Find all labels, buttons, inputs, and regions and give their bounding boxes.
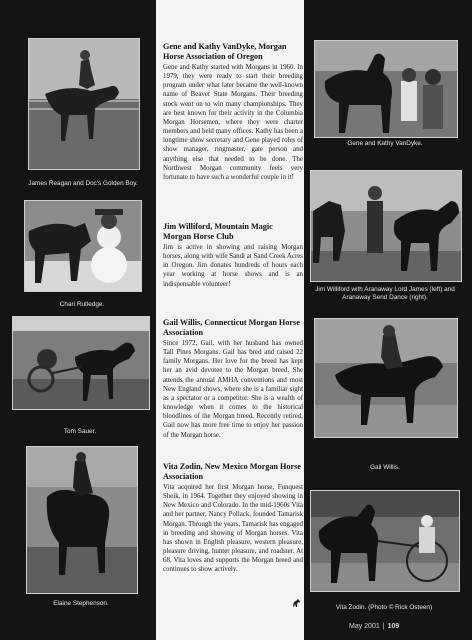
page-number: 109	[387, 623, 400, 630]
article-willis	[163, 318, 303, 440]
photo-rutledge	[24, 200, 142, 292]
article-heading: Gene and Kathy VanDyke, Morgan Horse Association of Oregon	[163, 42, 287, 61]
caption-vandyke: Gene and Kathy VanDyke.	[347, 140, 423, 147]
photo-stephenson	[26, 446, 138, 594]
article-body: Vita acquired her first Morgan horse, Funquest Sheik, in 1964. Together they enjoyed showing in New Mexico and Colorado. In the mid-1960s Vita and her partner, Nancy Pollack, founded Tamarisk Morgan. Through the years, Tamarisk has engaged in breeding and showing of Morgan horses. Vita has shown in English pleasure, western pleasure, pleasure driving, hunter pleasure, and roadster. At 68, Vita loves and supports the Morgan breed and continues to show actively.	[163, 484, 303, 574]
article-zodin	[163, 462, 303, 575]
caption-willis: Gail Willis.	[370, 464, 400, 471]
caption-zodin: Vita Zodin. (Photo © Rick Osteen)	[335, 604, 433, 611]
article-heading: Gail Willis, Connecticut Morgan Horse Association	[163, 318, 300, 337]
photo-sauer	[12, 316, 150, 410]
article-body: Since 1972, Gail, with her husband has owned Tall Pines Morgans. Gail has bred and raised 22 family Morgans. Her love for the breed has kept her an avid devotee to the Morgan breed. She attends the annual AMHA conventions and most New England shows, where she is a familiar sight as a spectator or a competitor. She is a wealth of knowledge when it comes to the historical bloodlines of the Morgan breed. Recently retired, Gail now has more free time to enjoy her passion of the Morgan horse.	[163, 340, 303, 439]
photo-reagan	[28, 38, 140, 170]
caption-reagan: James Reagan and Doc's Golden Boy.	[28, 180, 138, 187]
issue-date: May 2001	[349, 623, 380, 630]
caption-stephenson: Elaine Stephenson.	[53, 600, 109, 607]
article-body: Jim is active in showing and raising Morgan horses, along with wife Sandi at Sand Creek Acres in Oregon. Jim donates hundreds of hours each year working at horse shows and is an indispensable volunteer!	[163, 244, 303, 288]
photo-williford	[310, 170, 462, 282]
article-williford	[163, 222, 303, 289]
caption-williford: Jim Williford with Aranaway Lord James (left) and Aranaway Send Dance (right).	[315, 286, 455, 301]
article-heading: Jim Williford, Mountain Magic Morgan Horse Club	[163, 222, 273, 241]
horse-logo-icon	[292, 598, 302, 608]
photo-willis	[314, 318, 458, 438]
caption-rutledge: Chari Rutledge.	[59, 301, 105, 308]
caption-sauer: Tom Sauer.	[63, 428, 97, 435]
page-footer: May 2001 | 109	[349, 623, 400, 630]
photo-vandyke	[314, 40, 458, 138]
article-vandyke	[163, 42, 303, 182]
photo-zodin	[310, 490, 460, 592]
article-heading: Vita Zodin, New Mexico Morgan Horse Association	[163, 462, 301, 481]
article-body: Gene and Kathy started with Morgans in 1960. In 1979, they were ready to start their breeding program under what later became the well-known name of Beaver State Morgans. Their breeding stock went on to win many championships. They are best known for their activity in the Columbia Morgan Horsemen, where they were charter members and held many offices. Kathy has been a longtime show secretary and Gene played roles of show manager, ringmaster, gate person and anything else that needed to be done. The Northwest Morgan community feels very fortunate to have such a wonderful couple in it!	[163, 64, 303, 181]
